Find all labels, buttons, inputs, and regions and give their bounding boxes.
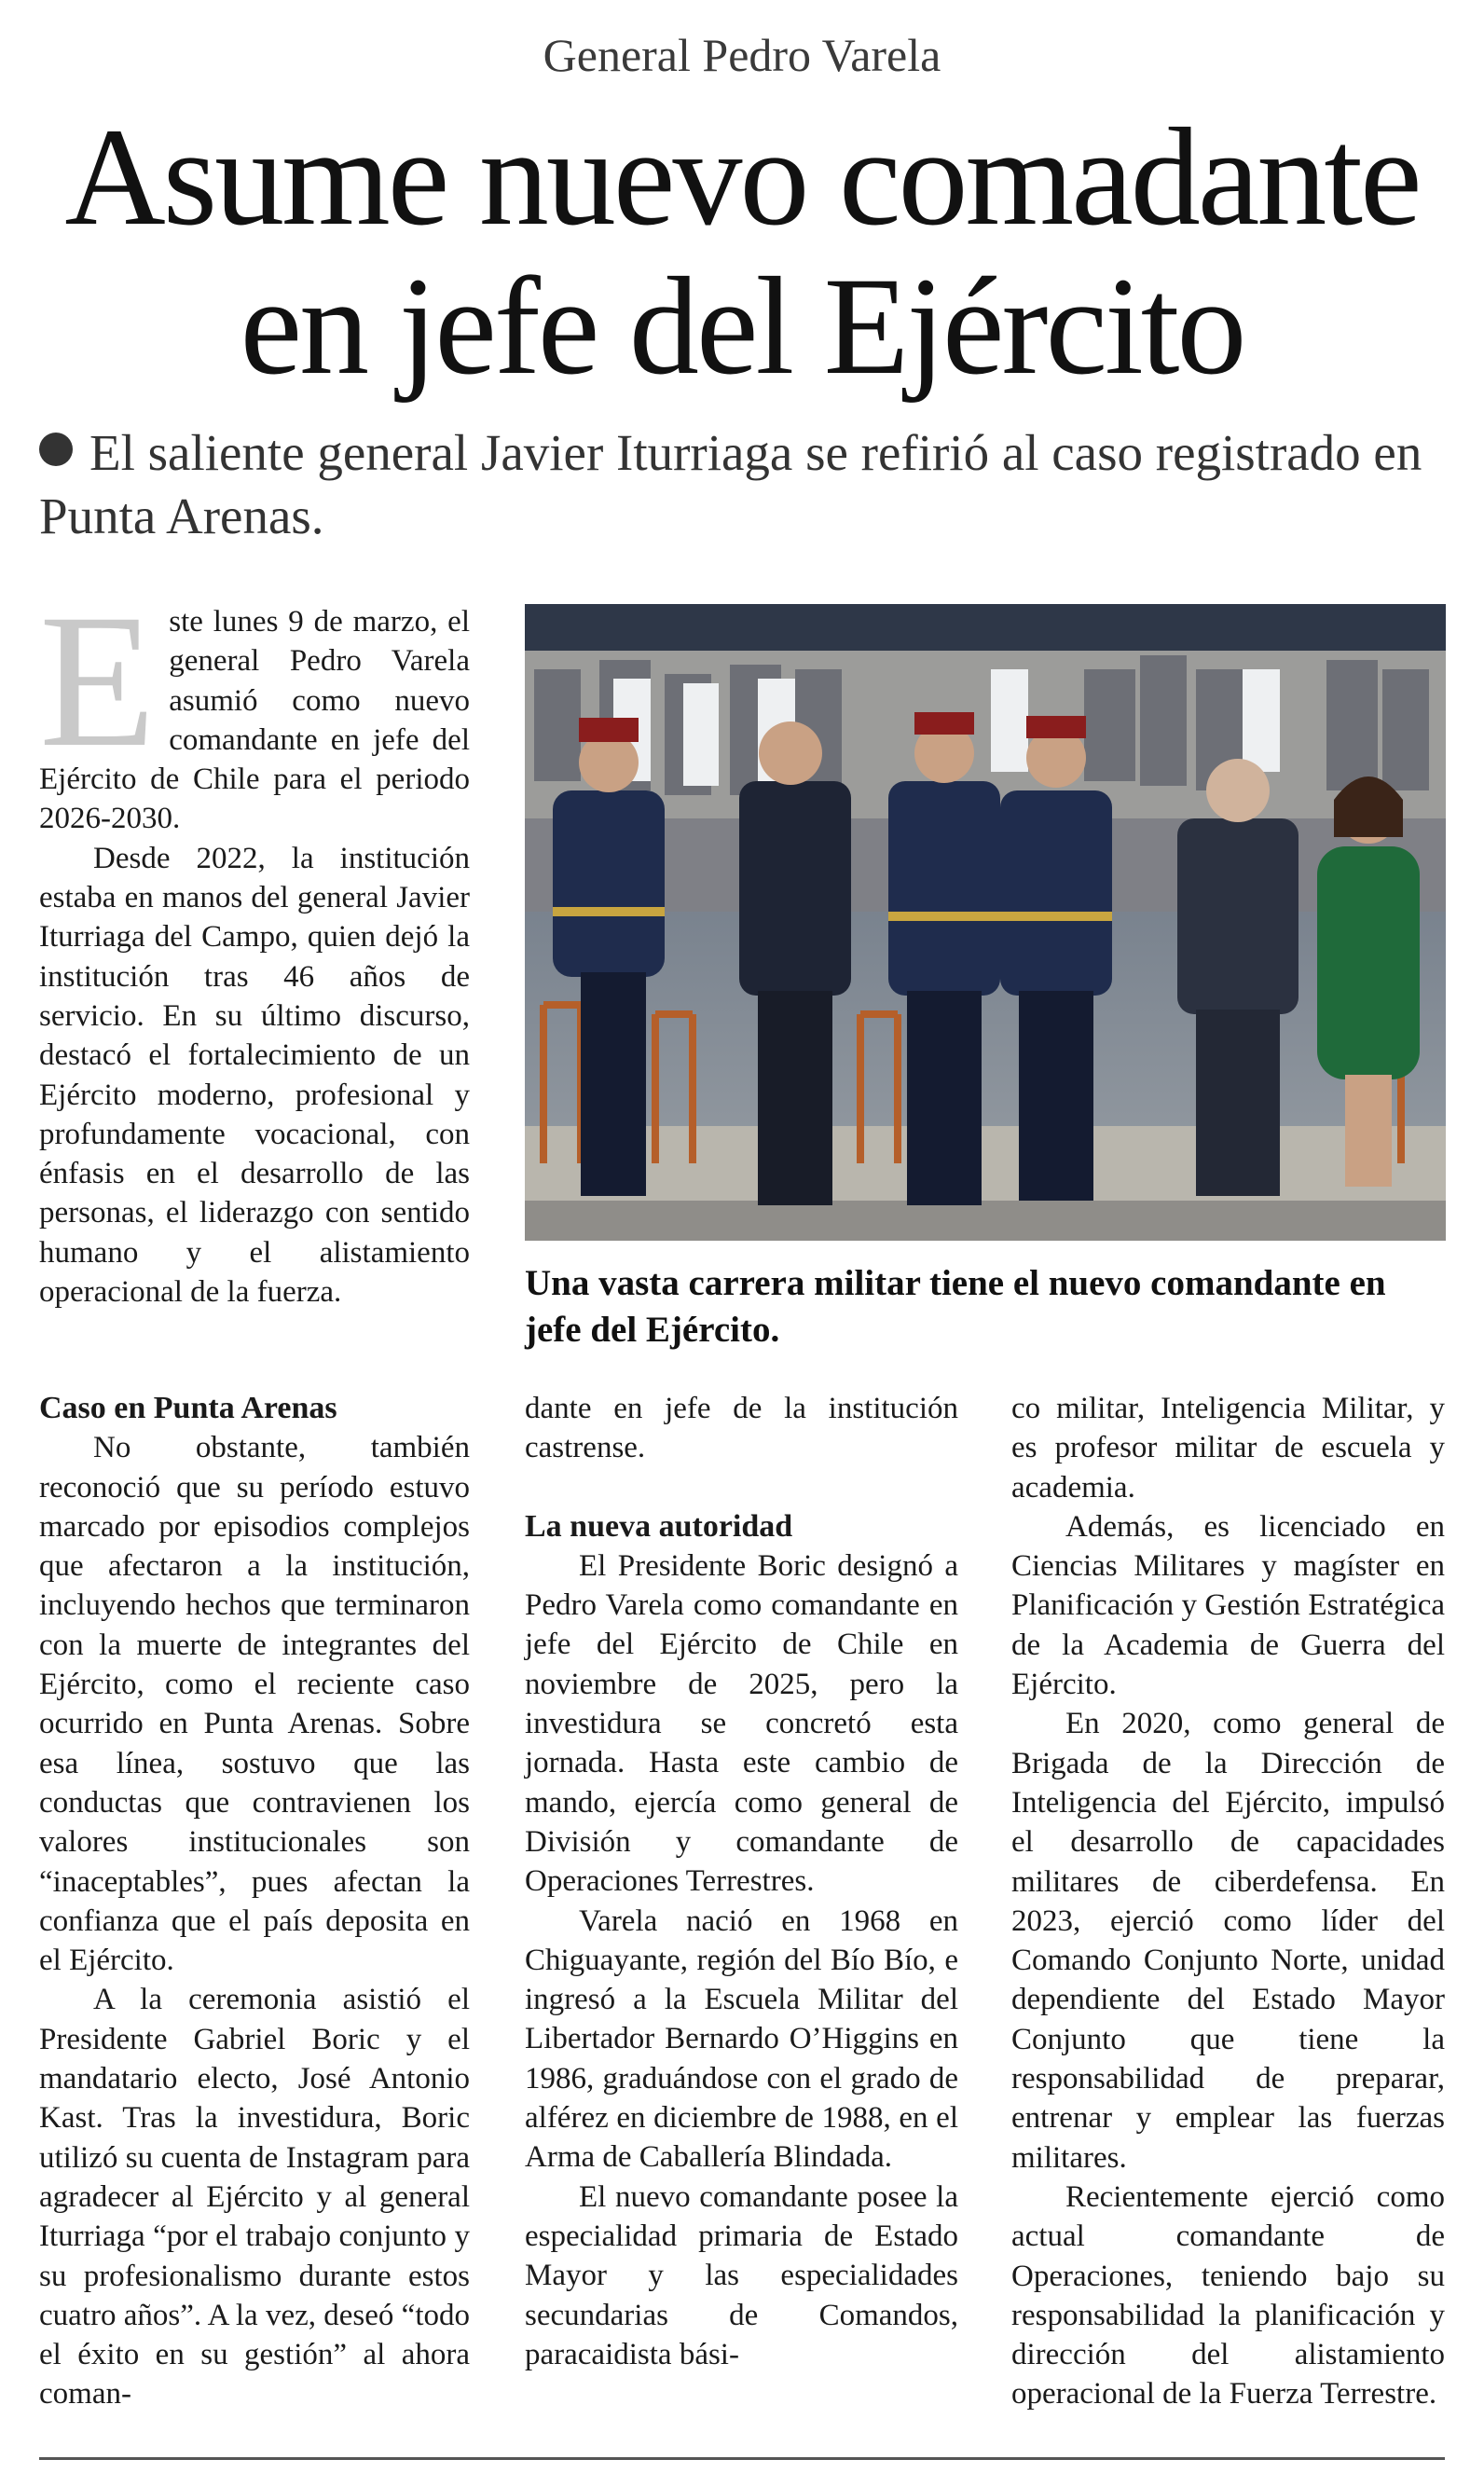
paragraph-3: No obstante, también reconoció que su período estuvo marcado por episodios complejos que afectaron a la institución, incluyendo hechos que terminaron con la muerte de integrantes del Ejército, como el reciente caso ocurrido en Punta Arenas. Sobre esa línea, sostuvo que las conductas que contravienen los valores institucionales son “inaceptables”, pues afectan la confianza que el país deposita en el Ejército. (39, 1431, 470, 1978)
paragraph-7-continued: co militar, Inteligencia Militar, y es profesor militar de escuela y academia. (1011, 1392, 1445, 1505)
deck (39, 421, 1437, 548)
column-1-top (39, 575, 470, 1312)
bullet-icon (39, 433, 73, 466)
paragraph-9: En 2020, como general de Brigada de la Dirección de Inteligencia del Ejército, impulsó el desarrollo de capacidades militares de ciberdefensa. En 2023, ejerció como líder del Comando Conjunto Norte, unidad dependiente del Estado Mayor Conjunto que tiene la responsabilidad de preparar, entrenar y emplear las fuerzas militares. (1011, 1707, 1445, 2175)
photo-caption: Una vasta carrera militar tiene el nuevo comandante en jefe del Ejército. (525, 1263, 1386, 1350)
headline-line-1: Asume nuevo comadante (64, 100, 1420, 254)
paragraph-6: Varela nació en 1968 en Chiguayante, región del Bío Bío, e ingresó a la Escuela Militar del Libertador Bernardo O’Higgins en 1986, graduándose con el grado de alférez en diciembre de 1988, en el Arma de Caballería Blindada. (525, 1903, 958, 2175)
column-3 (1011, 1389, 1445, 2414)
paragraph-5: El Presidente Boric designó a Pedro Varela como comandante en jefe del Ejército de Chile en noviembre de 2025, pero la investidura se concretó esta jornada. Hasta este cambio de mando, ejercía como general de División y comandante de Operaciones Terrestres. (525, 1548, 958, 1899)
spacer (525, 1468, 958, 1507)
article-photo (525, 604, 1446, 1241)
paragraph-4-continued: dante en jefe de la institución castrense. (525, 1392, 958, 1465)
column-1-bottom (39, 1389, 470, 2414)
paragraph-8: Además, es licenciado en Ciencias Militares y magíster en Planificación y Gestión Estratégica de la Academia de Guerra del Ejército. (1011, 1509, 1445, 1702)
dropcap: E (39, 575, 157, 787)
paragraph-1: ste lunes 9 de marzo, el general Pedro Varela asumió como nuevo comandante en jefe del Ejército de Chile para el periodo 2026-2030. (39, 605, 470, 836)
paragraph-10: Recientemente ejerció como actual comandante de Operaciones, teniendo bajo su responsabilidad la planificación y dirección del alistamiento operacional de la Fuerza Terrestre. (1011, 2179, 1445, 2411)
kicker: General Pedro Varela (543, 29, 941, 81)
headline-line-2: en jefe del Ejército (240, 249, 1244, 404)
subhead-punta-arenas: Caso en Punta Arenas (39, 1391, 337, 1425)
paragraph-2: Desde 2022, la institución estaba en manos del general Javier Iturriaga del Campo, quien dejó la institución tras 46 años de servicio. En su último discurso, destacó el fortalecimiento de un Ejército moderno, profesional y profundamente vocacional, con énfasis en el desarrollo de las personas, el liderazgo con sentido humano y el alistamiento operacional de la fuerza. (39, 841, 470, 1310)
paragraph-7: El nuevo comandante posee la especialidad primaria de Estado Mayor y las especialidades secundarias de Comandos, paracaidista bási- (525, 2179, 958, 2371)
paragraph-4: A la ceremonia asistió el Presidente Gabriel Boric y el mandatario electo, José Antonio Kast. Tras la investidura, Boric utilizó su cuenta de Instagram para agradecer al Ejército y al general Iturriaga “por el trabajo conjunto y su profesionalismo durante estos cuatro años”. A la vez, deseó “todo el éxito en su gestión” al ahora coman- (39, 1983, 470, 2411)
deck-text: El saliente general Javier Iturriaga se refirió al caso registrado en Punta Arenas. (39, 424, 1422, 544)
bottom-rule (39, 2457, 1445, 2460)
column-2 (525, 1389, 958, 2374)
ceremony-photo-illustration (525, 604, 1446, 1241)
subhead-nueva-autoridad: La nueva autoridad (525, 1508, 793, 1544)
headline (28, 100, 1456, 404)
